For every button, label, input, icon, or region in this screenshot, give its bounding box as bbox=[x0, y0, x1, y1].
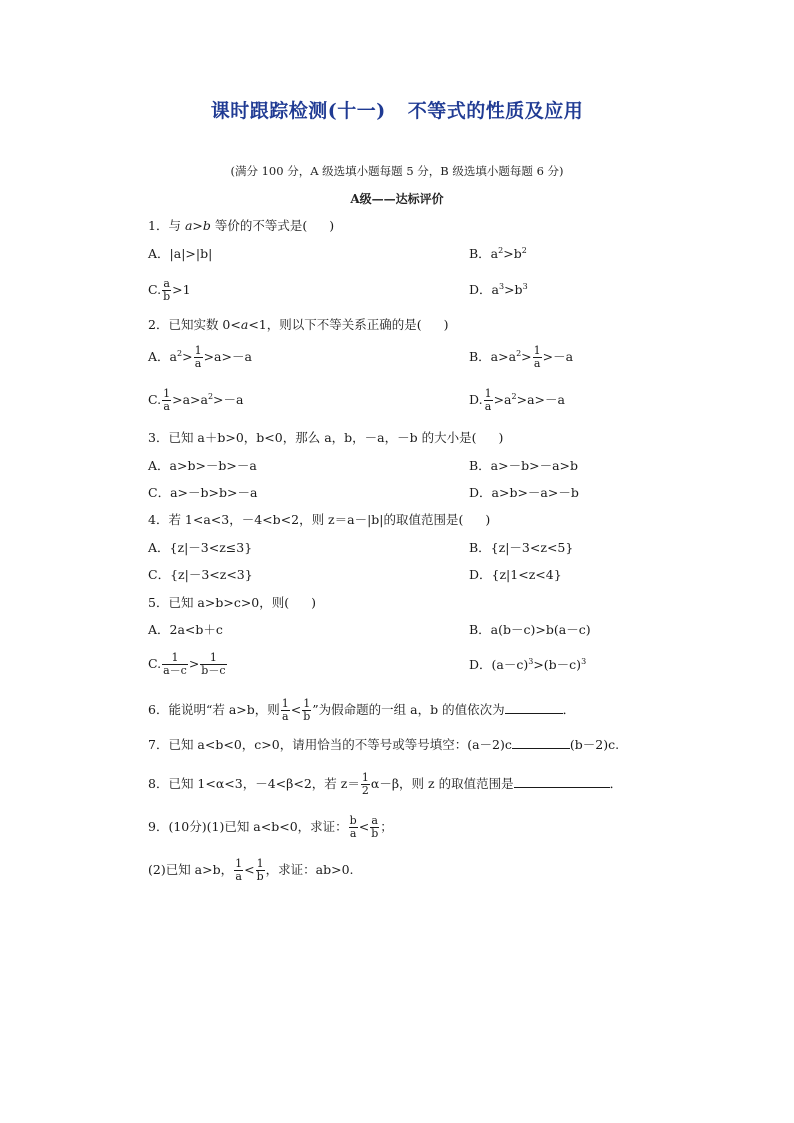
q2-option-c: C. $\frac{1}{a}$ $>a>a^2>-a$ bbox=[148, 387, 244, 413]
q2-option-d: D. $\frac{1}{a}$ $>a^2>a>-a$ bbox=[469, 387, 565, 413]
q4-option-a: A．{z|－3<z≤3} bbox=[148, 540, 253, 555]
q5-option-d: D．$(a-c)^3>(b-c)^3$ bbox=[469, 657, 587, 672]
question-6: 6．能说明“若 a>b，则 $\frac{1}{a}$ < $\frac{1}{b}$ ”为假命题的一组 a，b 的值依次为 ． bbox=[148, 697, 576, 723]
question-8: 8．已知 1<α<3，－4<β<2，若 z＝ $\frac{1}{2}$ α－β，则 z 的取值范围是 ． bbox=[148, 771, 623, 797]
q1-option-b: B．$a^2>b^2$ bbox=[469, 246, 527, 261]
q3-option-d: D．a>b>－a>－b bbox=[469, 485, 579, 500]
question-5: 5．已知 a>b>c>0，则( ) bbox=[148, 595, 317, 610]
title-sub: 不等式的性质及应用 bbox=[407, 100, 584, 122]
q3-option-b: B．a>－b>－a>b bbox=[469, 458, 579, 473]
question-7: 7．已知 a<b<0，c>0，请用恰当的不等号或等号填空：(a－2)c (b－2)c. bbox=[148, 737, 620, 752]
q7-answer-blank[interactable] bbox=[512, 736, 570, 749]
q5-option-a: A．2a<b＋c bbox=[148, 622, 223, 637]
question-9: 9．(10分)(1)已知 a<b<0，求证： $\frac{b}{a}$ < $\frac{a}{b}$ ； bbox=[148, 814, 393, 840]
q5-option-b: B．a(b－c)>b(a－c) bbox=[469, 622, 591, 637]
score-note: (满分 100 分，A 级选填小题每题 5 分，B 级选填小题每题 6 分) bbox=[230, 164, 564, 178]
page-title bbox=[0, 96, 794, 123]
level-heading: A级——达标评价 bbox=[350, 192, 444, 206]
question-3: 3．已知 a＋b>0，b<0，那么 a，b，－a，－b 的大小是( ) bbox=[148, 430, 504, 445]
q2-option-b: B．$a>a^2>$ $\frac{1}{a}$ >－a bbox=[469, 344, 574, 370]
q8-answer-blank[interactable] bbox=[514, 775, 610, 788]
q4-option-c: C．{z|－3<z<3} bbox=[148, 567, 253, 582]
q3-option-a: A．a>b>－b>－a bbox=[148, 458, 257, 473]
q1-option-c: C. $\frac{a}{b}$ >1 bbox=[148, 277, 191, 303]
question-4: 4．若 1<a<3，－4<b<2，则 z＝a－|b|的取值范围是( ) bbox=[148, 512, 491, 527]
question-1: 1．与 a>b 等价的不等式是( ) bbox=[148, 218, 335, 233]
q6-answer-blank[interactable] bbox=[505, 701, 563, 714]
question-9-part-2: (2)已知 a>b， $\frac{1}{a}$ < $\frac{1}{b}$ ，求证：ab>0. bbox=[148, 857, 354, 883]
question-2: 2．已知实数 0<a<1，则以下不等关系正确的是( ) bbox=[148, 317, 449, 332]
q1-option-d: D．$a^3>b^3$ bbox=[469, 282, 528, 297]
q1-option-a: A．|a|>|b| bbox=[148, 246, 213, 261]
q4-option-d: D．{z|1<z<4} bbox=[469, 567, 562, 582]
q3-option-c: C．a>－b>b>－a bbox=[148, 485, 258, 500]
q2-option-a: A．$a^2>$ $\frac{1}{a}$ >a>－a bbox=[148, 344, 252, 370]
q4-option-b: B．{z|－3<z<5} bbox=[469, 540, 574, 555]
q5-option-c: C. $\frac{1}{a-c}$ > $\frac{1}{b-c}$ bbox=[148, 651, 226, 677]
title-main: 课时跟踪检测(十一) bbox=[210, 100, 386, 122]
